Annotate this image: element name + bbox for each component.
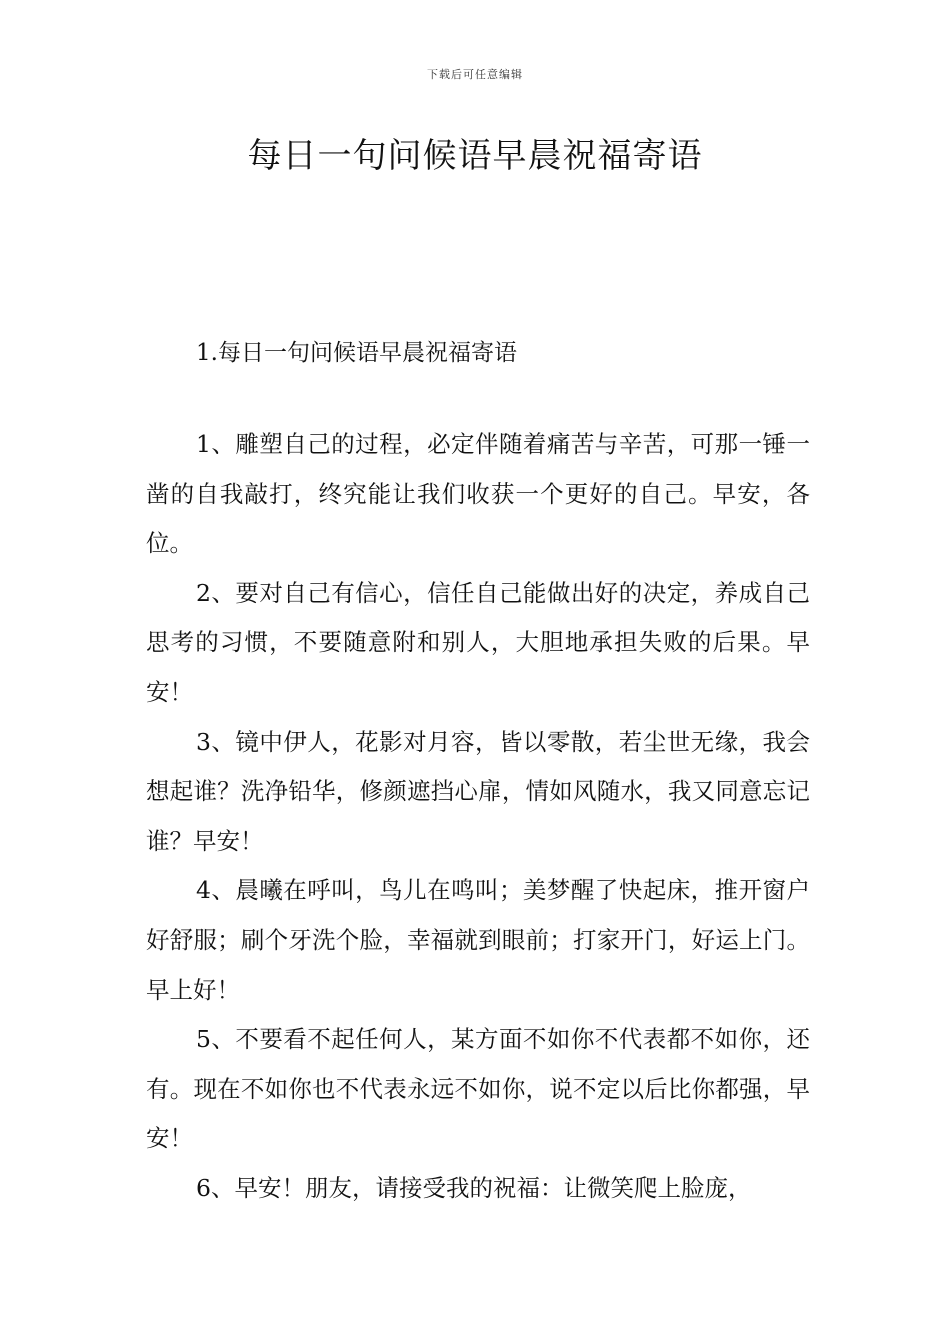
paragraph-1: 1、雕塑自己的过程，必定伴随着痛苦与辛苦，可那一锤一凿的自我敲打，终究能让我们收获一个更好的自己。早安，各位。 bbox=[146, 430, 810, 558]
paragraph-4: 4、晨曦在呼叫，鸟儿在鸣叫；美梦醒了快起床，推开窗户好舒服；刷个牙洗个脸，幸福就到眼前；打家开门，好运上门。早上好！ bbox=[146, 876, 810, 1004]
document-title: 每日一句问候语早晨祝福寄语 bbox=[247, 136, 703, 176]
paragraph-3: 3、镜中伊人，花影对月容，皆以零散，若尘世无缘，我会想起谁？洗净铅华，修颜遮挡心扉，情如风随水，我又同意忘记谁？早安！ bbox=[146, 727, 810, 855]
section-heading: 1.每日一句问候语早晨祝福寄语 bbox=[196, 340, 517, 366]
header-note: 下载后可任意编辑 bbox=[427, 68, 523, 81]
paragraph-6: 6、早安！朋友，请接受我的祝福：让微笑爬上脸庞， bbox=[196, 1173, 752, 1202]
document-body bbox=[146, 420, 810, 1214]
paragraph-5: 5、不要看不起任何人，某方面不如你不代表都不如你，还有。现在不如你也不代表永远不如你，说不定以后比你都强，早安！ bbox=[146, 1025, 810, 1153]
paragraph-2: 2、要对自己有信心，信任自己能做出好的决定，养成自己思考的习惯，不要随意附和别人，大胆地承担失败的后果。早安！ bbox=[146, 578, 810, 706]
